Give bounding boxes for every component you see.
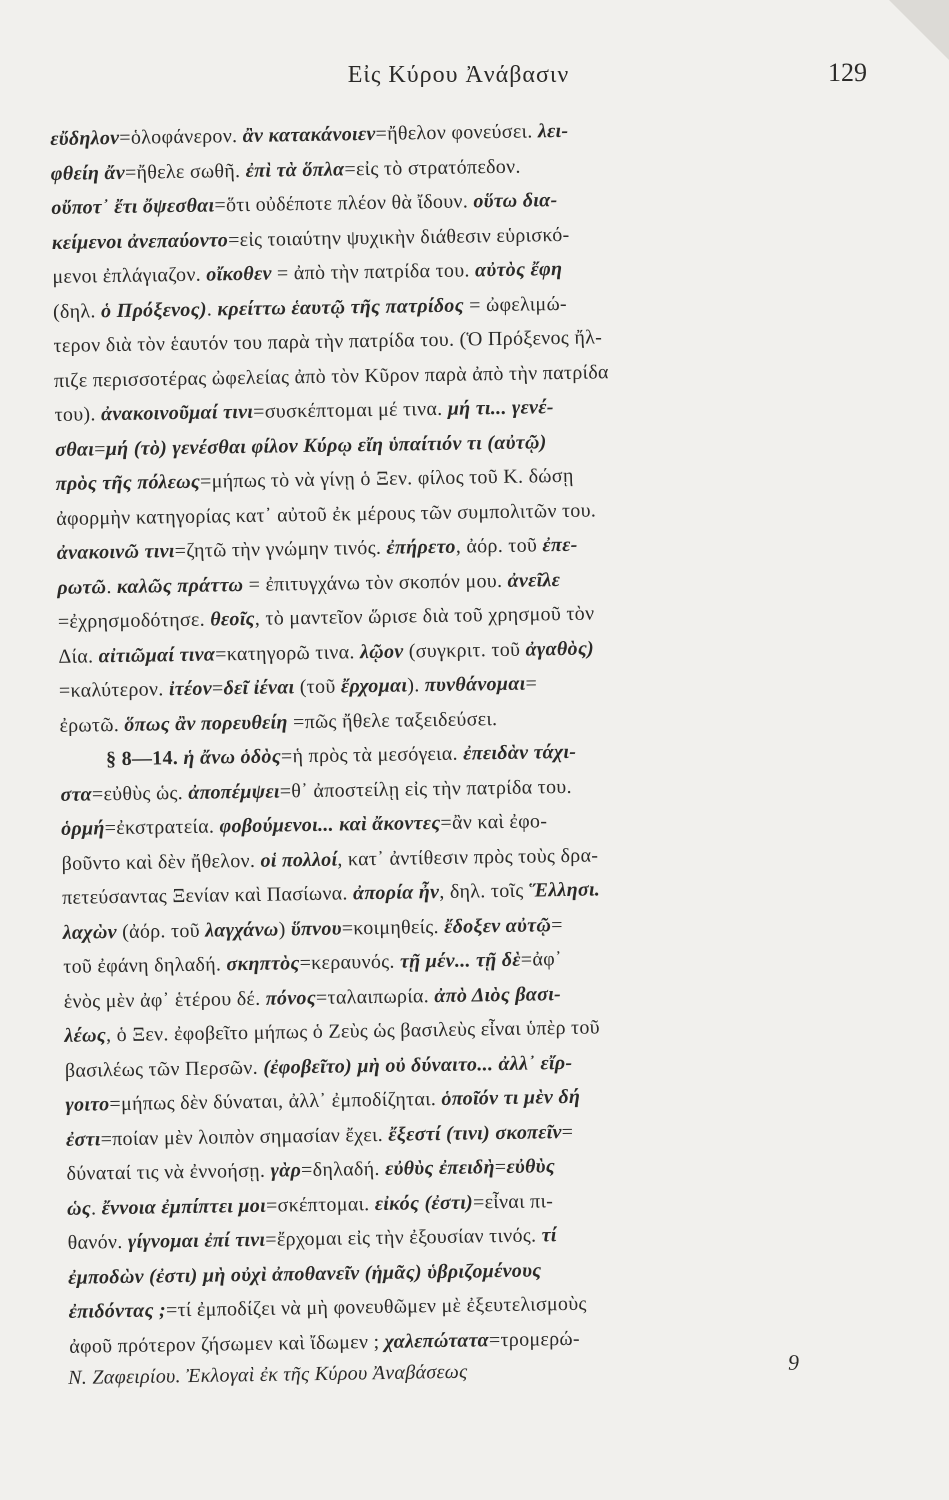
lemma: ρωτῶ	[57, 575, 107, 599]
lemma: τί	[541, 1224, 557, 1247]
lemma: ὁ Πρόξενος)	[100, 298, 207, 322]
gloss: , τὸ μαντεῖον ὥρισε διὰ τοῦ χρησμοῦ τὸν	[254, 602, 595, 630]
lemma: σθαι	[54, 437, 95, 461]
gloss: = ἀπὸ τὴν πατρίδα του.	[271, 259, 476, 285]
lemma: ἔρχομαι	[340, 674, 408, 698]
lemma: ἔννοια ἐμπίπτει μοι	[101, 1194, 267, 1219]
gloss: ἀφορμὴν κατηγορίας κατ᾽ αὐτοῦ ἐκ μέρους τῶν συμπολιτῶν του.	[56, 498, 597, 530]
lemma: οἱ πολλοί	[260, 848, 338, 872]
lemma: φοβούμενοι... καὶ ἄκοντες	[219, 811, 441, 838]
lemma: ἡ ἄνω ὁδὸς	[183, 745, 282, 769]
lemma: ἐπιδόντας ;	[68, 1299, 167, 1323]
lemma: ὡς	[66, 1196, 92, 1220]
gloss: πετεύσαντας Ξενίαν καὶ Πασίωνα.	[62, 882, 354, 909]
gloss: =εὐθὺς ὡς.	[91, 781, 189, 805]
gloss: =	[494, 1155, 507, 1179]
gloss: =κατηγορῶ τινα.	[214, 640, 361, 665]
gloss: =ἐχρησμοδότησε.	[57, 608, 211, 633]
lemma: ἔδοξεν αὐτῷ	[443, 913, 552, 938]
lemma: λῷον	[359, 640, 404, 663]
gloss: ἑνὸς μὲν ἀφ᾽ ἑτέρου δέ.	[63, 987, 266, 1013]
gloss: =ἤθελε σωθῆ.	[124, 159, 246, 184]
lemma: ἐπὶ τὰ ὅπλα	[245, 157, 345, 182]
gloss: = ὠφελιμώ-	[463, 292, 568, 317]
gloss: , ὁ Ξεν. ἐφοβεῖτο μήπως ὁ Ζεὺς ὡς βασιλεὺς εἶναι ὑπὲρ τοῦ	[105, 1016, 601, 1047]
lemma: ὅπως ἂν πορευθείη	[124, 710, 288, 736]
lemma: χαλεπώτατα	[384, 1328, 490, 1353]
lemma: καλῶς πράττω	[116, 573, 244, 598]
gloss: =	[211, 677, 224, 700]
footer-source: Ν. Ζαφειρίου. Ἐκλογαὶ ἐκ τῆς Κύρου Ἀναβάσεως	[68, 1360, 468, 1389]
page-footer	[68, 1349, 800, 1401]
page-number: 129	[828, 58, 867, 87]
gloss: =κοιμηθείς.	[341, 915, 445, 940]
lemma: γοιτο	[65, 1093, 110, 1116]
gloss: ).	[407, 674, 426, 697]
gloss: =εἶναι πι-	[472, 1189, 554, 1213]
gloss: δύναταί τις νὰ ἐννοήσῃ.	[66, 1159, 271, 1185]
gloss: (ἀόρ. τοῦ	[116, 919, 206, 943]
lemma: ἐπειδὰν τάχι-	[462, 740, 577, 765]
gloss: ἀφοῦ πρότερον ζήσωμεν καὶ ἴδωμεν ;	[69, 1330, 385, 1358]
page-header	[50, 58, 867, 98]
lemma: (ἐφοβεῖτο) μὴ οὐ δύναιτο... ἀλλ᾽ εἴρ-	[263, 1051, 573, 1079]
lemma: οὔποτ᾽ ἔτι ὄψεσθαι	[51, 194, 215, 219]
gloss: του).	[54, 403, 102, 426]
gloss: =ἀφ᾽	[520, 948, 563, 971]
gloss: =ποίαν μὲν λοιπὸν σημασίαν ἔχει.	[100, 1123, 389, 1150]
lemma: τῇ μέν... τῇ δὲ	[399, 948, 522, 973]
gloss: =μήπως δὲν δύναται, ἀλλ᾽ ἐμποδίζηται.	[109, 1087, 442, 1116]
commentary-text	[50, 110, 839, 1364]
gloss: =ζητῶ τὴν γνώμην τινός.	[174, 536, 387, 563]
gloss: =	[550, 913, 563, 936]
lemma: ἐμποδὼν (ἐστι) μὴ οὐχὶ ἀποθανεῖν (ἡμᾶς) ὑβριζομένους	[67, 1258, 542, 1289]
lemma: ἀγαθὸς)	[525, 637, 595, 661]
gloss: =ἔρχομαι εἰς τὴν ἐξουσίαν τινός.	[265, 1224, 542, 1251]
gloss: =μήπως τὸ νὰ γίνῃ ὁ Ξεν. φίλος τοῦ Κ. δώσῃ	[199, 464, 574, 493]
lemma: πόνος	[265, 986, 317, 1010]
lemma: στα	[60, 782, 93, 806]
lemma: κρείττω ἑαυτῷ τῆς πατρίδος	[217, 294, 465, 320]
lemma: οὕτω δια-	[473, 189, 558, 213]
gloss: τοῦ ἐφάνη δηλαδή.	[63, 953, 227, 978]
gloss: )	[278, 917, 292, 941]
lemma: πυνθάνομαι	[424, 672, 526, 697]
section-ref: § 8—14.	[105, 746, 184, 771]
gloss: =πῶς ἤθελε ταξειδεύσει.	[287, 707, 498, 733]
lemma: αἰτιῶμαί τινα	[98, 642, 216, 667]
running-title: Εἰς Κύρου Ἀνάβασιν	[347, 62, 570, 88]
lemma: σκηπτὸς	[226, 952, 300, 976]
gloss: =	[561, 1120, 574, 1143]
lemma: λει-	[537, 119, 569, 143]
lemma: ἰτέον	[168, 677, 213, 701]
gloss: =δηλαδή.	[300, 1157, 386, 1182]
lemma: γίγνομαι ἐπί τινι	[127, 1228, 266, 1253]
gloss: =εἰς τὸ στρατόπεδον.	[344, 155, 521, 180]
gloss: =τί ἐμποδίζει νὰ μὴ φονευθῶμεν μὲ ἐξευτελισμοὺς	[165, 1292, 587, 1322]
gloss: =ἐκστρατεία.	[104, 815, 220, 840]
lemma: ἐστι	[65, 1127, 101, 1151]
gloss: .	[206, 297, 218, 321]
gloss: πιζε περισσοτέρας ὠφελείας ἀπὸ τὸν Κῦρον παρὰ ἀπὸ τὴν πατρίδα	[53, 360, 609, 392]
gloss: =κεραυνός.	[299, 950, 401, 975]
gloss: = ἐπιτυγχάνω τὸν σκοπόν μου.	[243, 569, 508, 596]
lemma: λαχὼν	[62, 920, 117, 944]
lemma: ἐπε-	[542, 533, 578, 557]
gloss: =σκέπτομαι.	[265, 1192, 375, 1217]
page-corner	[889, 0, 949, 60]
gloss: =θ᾽ ἀποστείλῃ εἰς τὴν πατρίδα του.	[279, 775, 572, 802]
lemma: μή τι... γενέ-	[447, 396, 554, 420]
gloss: (συγκριτ. τοῦ	[403, 638, 526, 663]
gloss: =	[525, 672, 538, 695]
gloss: =καλύτερον.	[58, 678, 170, 702]
lemma: ὁρμή	[60, 817, 105, 840]
lemma: λέως	[64, 1024, 107, 1047]
gloss: =ἡ πρὸς τὰ μεσόγεια.	[280, 742, 464, 768]
lemma: κείμενοι ἀνεπαύοντο	[51, 228, 229, 254]
gloss: =τρομερώ-	[488, 1327, 581, 1351]
gloss: , κατ᾽ ἀντίθεσιν πρὸς τοὺς δρα-	[337, 843, 599, 871]
gloss: =ὅτι οὐδέποτε πλέον θὰ ἴδουν.	[214, 190, 474, 217]
lemma: ἀπὸ Διὸς βασι-	[434, 982, 562, 1007]
gloss: =ἂν καὶ ἐφο-	[440, 810, 548, 834]
gloss: .	[106, 575, 118, 598]
lemma: φθείη ἄν	[50, 161, 126, 185]
gloss: τερον διὰ τὸν ἑαυτόν του παρὰ τὴν πατρίδα του. (Ὁ Πρόξενος ἤλ-	[53, 326, 603, 357]
gloss: =εἰς τοιαύτην ψυχικὴν διάθεσιν εὑρισκό-	[227, 223, 570, 251]
gloss: Δία.	[58, 644, 99, 668]
gloss: =ταλαιπωρία.	[315, 984, 435, 1009]
lemma: γὰρ	[270, 1159, 302, 1182]
lemma: μή (τὸ) γενέσθαι φίλον Κύρῳ εἴη ὑπαίτιόν τι (αὐτῷ)	[105, 430, 547, 460]
gloss: θανόν.	[67, 1230, 129, 1254]
lemma: αὐτὸς ἔφη	[474, 257, 563, 282]
lemma: οἴκοθεν	[206, 262, 272, 286]
gloss: .	[90, 1196, 102, 1219]
lemma: ὕπνου	[290, 917, 342, 940]
lemma: ἀνεῖλε	[507, 568, 561, 592]
gloss: (τοῦ	[294, 675, 342, 699]
lemma: ἀποπέμψει	[188, 779, 280, 804]
lemma: δεῖ ἰέναι	[223, 676, 295, 700]
lemma: ἀνακοινοῦμαί τινι	[100, 400, 254, 426]
lemma: ἔξεστί (τινι) σκοπεῖν	[388, 1120, 562, 1146]
lemma: θεοῖς	[210, 607, 255, 631]
gloss: =ὁλοφάνερον.	[119, 124, 243, 149]
gloss: βασιλέως τῶν Περσῶν.	[64, 1056, 264, 1082]
gloss: , δηλ. τοῖς	[439, 879, 529, 903]
gloss: =ἤθελον φονεύσει.	[375, 120, 539, 145]
lemma: ἂν κατακάνοιεν	[242, 122, 376, 147]
lemma: λαγχάνω	[204, 918, 279, 942]
gloss: βοῦντο καὶ δὲν ἤθελον.	[61, 849, 261, 875]
gloss: (δηλ.	[52, 299, 102, 323]
gloss: =συσκέπτομαι μέ τινα.	[252, 397, 448, 423]
gloss: , ἀόρ. τοῦ	[455, 534, 543, 558]
gloss: μενοι ἐπλάγιαζον.	[52, 263, 207, 288]
lemma: εὐθὺς	[506, 1155, 556, 1178]
gloss: =	[93, 437, 106, 460]
signature-mark: 9	[787, 1349, 800, 1375]
lemma: ὁποῖόν τι μὲν δή	[441, 1085, 581, 1110]
lemma: Ἕλλησι.	[528, 878, 601, 902]
lemma: ἀπορία ἦν	[352, 880, 440, 905]
lemma: εὔδηλον	[50, 126, 120, 150]
lemma: πρὸς τῆς πόλεως	[55, 470, 201, 495]
lemma: εὐθὺς ἐπειδὴ	[384, 1156, 495, 1180]
lemma: ἀνακοινῶ τινι	[56, 540, 175, 564]
lemma: εἰκός (ἐστι)	[374, 1190, 474, 1215]
gloss: ἐρωτῶ.	[59, 713, 125, 737]
lemma: ἐπήρετο	[386, 535, 456, 559]
